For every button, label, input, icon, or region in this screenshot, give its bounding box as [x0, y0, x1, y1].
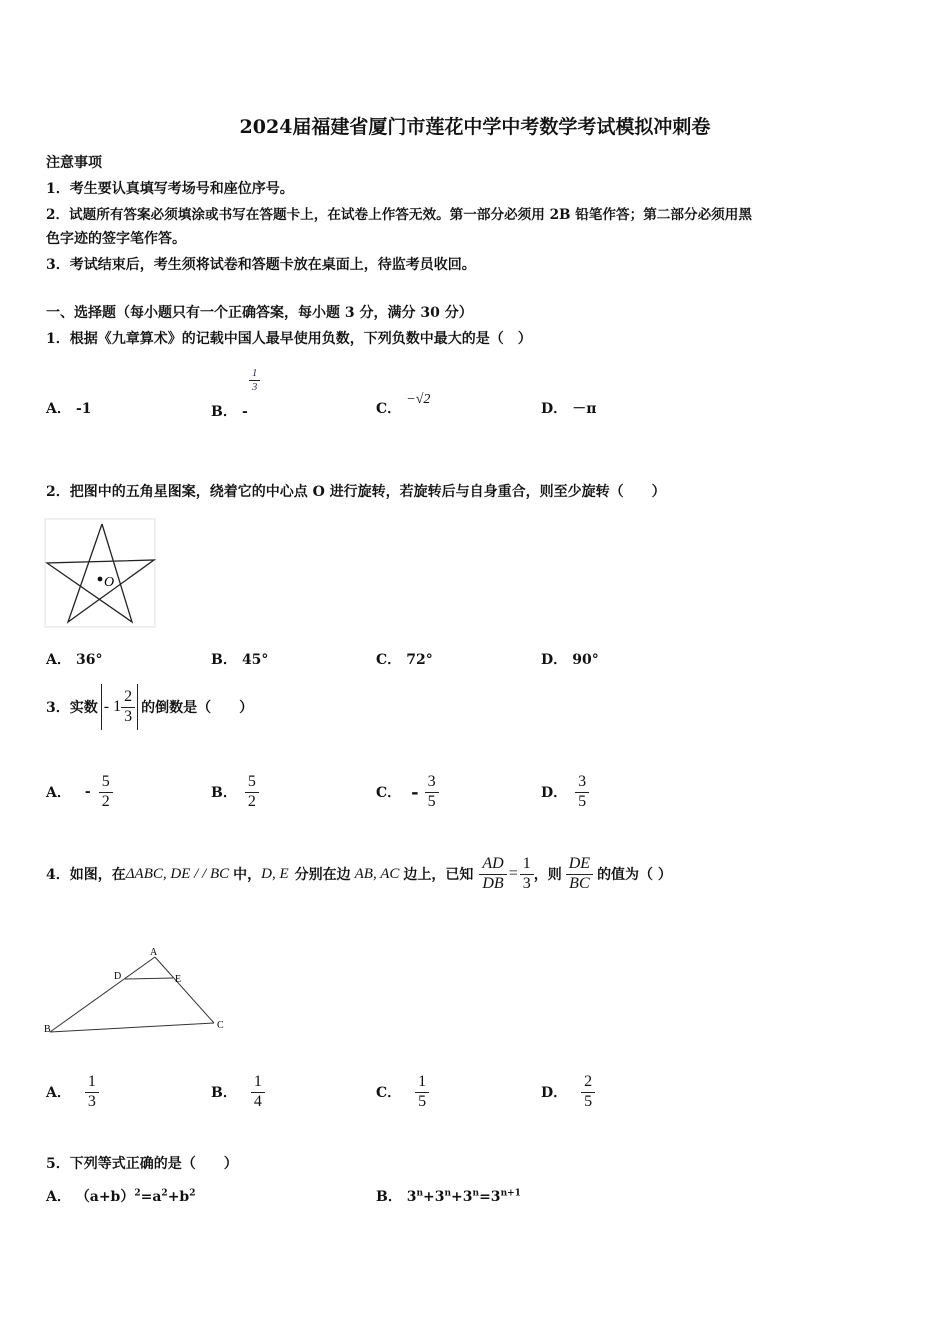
- q3-a-den: 2: [101, 792, 110, 810]
- q5-a-base: （a+b）: [75, 1189, 135, 1205]
- q4-f3-num: DE: [566, 855, 593, 874]
- q3-abs-num: 2: [121, 688, 135, 707]
- q2-option-d[interactable]: [541, 649, 599, 669]
- q2-a-label: A．: [46, 652, 71, 668]
- q4-text-4: 边上，已知: [403, 867, 474, 883]
- q1-d-value: －π: [572, 401, 597, 417]
- q3-d-label: D．: [541, 785, 568, 801]
- q2-a-value: 36°: [75, 652, 103, 668]
- q5-b-t1: 3: [406, 1189, 417, 1205]
- q4-math-1: ΔABC, DE / / BC: [125, 865, 230, 882]
- q2-option-a[interactable]: [46, 649, 102, 669]
- q4-text-3: 分别在边: [294, 867, 351, 883]
- q3-abs-whole: - 1: [103, 698, 122, 715]
- q4-b-den: 4: [253, 1092, 262, 1110]
- q4-equals: =: [508, 865, 518, 882]
- q4-option-a[interactable]: [46, 1068, 99, 1116]
- q1-b-minus: -: [241, 403, 248, 420]
- q4-math-2: D, E: [261, 865, 289, 882]
- q1-option-b[interactable]: [211, 367, 264, 420]
- q5-option-a[interactable]: [46, 1186, 195, 1206]
- q3-d-num: 3: [575, 773, 589, 792]
- q3-c-num: 3: [425, 773, 439, 792]
- q3-option-d[interactable]: [541, 768, 589, 816]
- q3-b-den: 2: [247, 792, 256, 810]
- q4-text-2: 中，: [233, 867, 262, 883]
- q5-a-exp3: 2: [189, 1188, 196, 1199]
- q4-c-label: C．: [376, 1085, 402, 1101]
- q4-a-label: A．: [46, 1085, 71, 1101]
- vertex-c-label: C: [217, 1020, 224, 1031]
- q3-prefix: 3．实数: [46, 700, 98, 716]
- q4-math-3: AB, AC: [354, 865, 400, 882]
- q3-stem: [46, 683, 253, 731]
- q4-c-num: 1: [415, 1073, 429, 1092]
- q4-one-third-fraction: [520, 855, 534, 893]
- q3-b-fraction: [245, 773, 259, 811]
- q2-c-value: 72°: [406, 652, 433, 668]
- q3-c-fraction: [425, 773, 439, 811]
- center-label-o: O: [104, 575, 115, 590]
- q5-b-t4: =3: [479, 1189, 501, 1205]
- q4-stem: [46, 850, 672, 898]
- q5-option-b[interactable]: [376, 1186, 521, 1206]
- notice-line-1: 1．考生要认真填写考场号和座位序号。: [46, 181, 294, 197]
- q2-d-value: 90°: [572, 652, 599, 668]
- q2-option-b[interactable]: [211, 649, 268, 669]
- point-e-label: E: [175, 974, 182, 985]
- q1-b-num: 1: [249, 367, 261, 381]
- q4-b-num: 1: [251, 1073, 265, 1092]
- q3-a-num: 5: [99, 773, 113, 792]
- segment-de: [125, 978, 173, 979]
- notice-line-3: 3．考试结束后，考生须将试卷和答题卡放在桌面上，待监考员收回。: [46, 257, 476, 273]
- q4-b-label: B．: [211, 1085, 237, 1101]
- q1-c-label: C．: [376, 401, 402, 417]
- q4-d-num: 2: [581, 1073, 595, 1092]
- q3-option-a[interactable]: [46, 768, 113, 816]
- q4-a-den: 3: [87, 1092, 96, 1110]
- q3-abs-fraction: [121, 688, 135, 726]
- q4-d-den: 5: [584, 1092, 593, 1110]
- q3-b-label: B．: [211, 785, 237, 801]
- q1-option-a[interactable]: [46, 398, 92, 418]
- q4-text-5: ，则: [533, 867, 562, 883]
- q1-a-label: A．: [46, 401, 71, 417]
- q4-f3-den: BC: [569, 874, 590, 892]
- q5-a-mid2: +b: [167, 1189, 190, 1205]
- q2-option-c[interactable]: [376, 649, 433, 669]
- q1-a-value: -1: [75, 401, 92, 417]
- q3-a-sign: -: [84, 784, 91, 800]
- q5-a-mid: =a: [140, 1189, 162, 1205]
- q1-option-c[interactable]: [376, 392, 431, 418]
- q1-option-d[interactable]: [541, 398, 596, 418]
- side-ac: [155, 957, 214, 1023]
- q4-a-num: 1: [85, 1073, 99, 1092]
- q5-b-e1: n: [416, 1188, 424, 1199]
- q4-option-d[interactable]: [541, 1068, 595, 1116]
- q4-c-fraction: [415, 1073, 429, 1111]
- q5-b-label: B．: [376, 1189, 402, 1205]
- q1-d-label: D．: [541, 401, 568, 417]
- q4-de-bc-fraction: [566, 855, 593, 893]
- q2-stem: 2．把图中的五角星图案，绕着它的中心点 O 进行旋转，若旋转后与自身重合，则至少旋转（ ）: [46, 484, 666, 500]
- q4-ad-db-fraction: [479, 855, 506, 893]
- section-heading: 一、选择题（每小题只有一个正确答案，每小题 3 分，满分 30 分）: [46, 305, 473, 321]
- q3-a-label: A．: [46, 785, 71, 801]
- q5-a-exp2: 2: [161, 1188, 168, 1199]
- q4-f2-num: 1: [520, 855, 534, 874]
- q3-absolute-value: [101, 684, 138, 730]
- q4-text-6: 的值为（ ）: [597, 867, 672, 883]
- q1-b-fraction: [249, 367, 261, 393]
- q3-d-den: 5: [578, 792, 587, 810]
- q2-d-label: D．: [541, 652, 568, 668]
- q5-b-e2: n: [444, 1188, 452, 1199]
- q5-a-label: A．: [46, 1189, 71, 1205]
- center-point-o: [98, 577, 103, 582]
- q4-option-b[interactable]: [211, 1068, 265, 1116]
- q3-c-den: 5: [427, 792, 436, 810]
- q3-suffix: 的倒数是（ ）: [141, 700, 254, 716]
- q5-a-exp: 2: [134, 1188, 141, 1199]
- q3-option-b[interactable]: [211, 768, 259, 816]
- q2-c-label: C．: [376, 652, 402, 668]
- q3-c-label: C．: [376, 785, 402, 801]
- q1-c-value: −√2: [406, 392, 431, 407]
- vertex-a-label: A: [150, 947, 158, 958]
- q2-b-label: B．: [211, 652, 237, 668]
- q1-stem: 1．根据《九章算术》的记载中国人最早使用负数，下列负数中最大的是（ ）: [46, 331, 532, 347]
- q1-b-den: 3: [251, 380, 258, 393]
- q4-f1-den: DB: [482, 874, 504, 892]
- q3-abs-den: 3: [124, 707, 133, 725]
- q3-a-fraction: [99, 773, 113, 811]
- q4-f2-den: 3: [522, 874, 531, 892]
- q4-d-label: D．: [541, 1085, 568, 1101]
- q4-b-fraction: [251, 1073, 265, 1111]
- vertex-b-label: B: [44, 1024, 51, 1035]
- q5-b-t2: +3: [423, 1189, 445, 1205]
- q4-triangle-figure: [40, 942, 240, 1042]
- q4-a-fraction: [85, 1073, 99, 1111]
- q5-b-e3: n: [472, 1188, 480, 1199]
- q1-b-label: B．: [211, 403, 237, 420]
- q5-b-e4: n+1: [500, 1188, 521, 1199]
- notice-heading: 注意事项: [46, 155, 102, 171]
- q4-text-1: 4．如图，在: [46, 867, 126, 883]
- side-bc: [50, 1023, 214, 1032]
- notice-line-2b: 色字迹的签字笔作答。: [46, 231, 186, 247]
- q4-f1-num: AD: [479, 855, 506, 874]
- q5-b-t3: +3: [451, 1189, 473, 1205]
- q2-b-value: 45°: [241, 652, 269, 668]
- point-d-label: D: [114, 971, 122, 982]
- q3-b-num: 5: [245, 773, 259, 792]
- q3-d-fraction: [575, 773, 589, 811]
- side-ab: [50, 957, 155, 1032]
- page-title: 2024届福建省厦门市莲花中学中考数学考试模拟冲刺卷: [239, 116, 711, 138]
- q3-option-c[interactable]: [376, 768, 439, 816]
- notice-line-2a: 2．试题所有答案必须填涂或书写在答题卡上，在试卷上作答无效。第一部分必须用 2B 铅笔作答；第二部分必须用黑: [46, 207, 752, 223]
- q5-stem: 5．下列等式正确的是（ ）: [46, 1156, 238, 1172]
- q3-c-sign: -: [411, 781, 419, 803]
- q4-d-fraction: [581, 1073, 595, 1111]
- q4-option-c[interactable]: [376, 1068, 429, 1116]
- q4-c-den: 5: [418, 1092, 427, 1110]
- q2-star-figure: [44, 518, 156, 628]
